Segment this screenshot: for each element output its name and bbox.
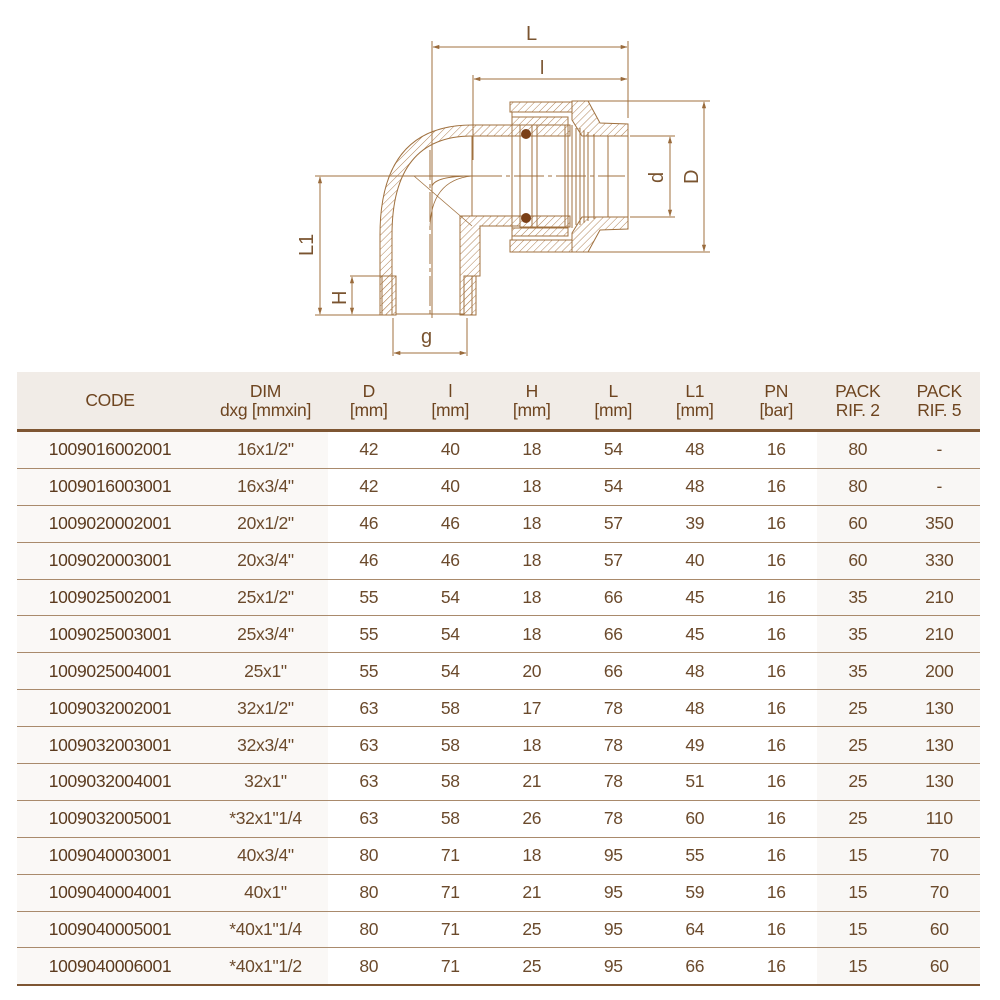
column-header-title: L1: [685, 380, 705, 401]
o-ring-bottom: [521, 213, 531, 223]
cell-pn: 16: [736, 468, 818, 505]
column-header-h: [491, 372, 573, 431]
cell-h: 18: [491, 542, 573, 579]
cell-pack-rif5: 330: [899, 542, 981, 579]
cell-dim: 16x1/2": [203, 431, 328, 469]
cell-len: 54: [573, 431, 655, 469]
cell-pack-rif2: 60: [817, 505, 899, 542]
cell-pack-rif2: 60: [817, 542, 899, 579]
column-header-l: [410, 372, 492, 431]
cell-h: 20: [491, 653, 573, 690]
cell-len: 78: [573, 690, 655, 727]
cell-pn: 16: [736, 542, 818, 579]
cell-pack-rif2: 80: [817, 468, 899, 505]
table-row: [17, 800, 980, 837]
cell-pack-rif2: 25: [817, 800, 899, 837]
cell-h: 18: [491, 837, 573, 874]
cell-dim: 40x1": [203, 874, 328, 911]
cell-l: 54: [410, 616, 492, 653]
cell-pack-rif5: 70: [899, 874, 981, 911]
table-row: [17, 948, 980, 985]
table-row: [17, 874, 980, 911]
cell-dim: 20x3/4": [203, 542, 328, 579]
cell-dim: *32x1"1/4: [203, 800, 328, 837]
column-header-title: PACK: [835, 380, 881, 401]
cell-d: 63: [328, 727, 410, 764]
cell-l1: 55: [654, 837, 736, 874]
cell-dim: 20x1/2": [203, 505, 328, 542]
cell-len: 57: [573, 505, 655, 542]
cell-pack-rif5: 60: [899, 948, 981, 985]
cell-pack-rif5: 210: [899, 616, 981, 653]
cell-l1: 66: [654, 948, 736, 985]
cell-code: 1009025004001: [17, 653, 203, 690]
cell-pack-rif5: 210: [899, 579, 981, 616]
cell-pack-rif5: 110: [899, 800, 981, 837]
cell-l: 71: [410, 837, 492, 874]
table-row: [17, 579, 980, 616]
cell-pack-rif5: 350: [899, 505, 981, 542]
cell-dim: 25x1": [203, 653, 328, 690]
cell-d: 55: [328, 579, 410, 616]
cell-pn: 16: [736, 579, 818, 616]
table-row: [17, 505, 980, 542]
column-header-code: [17, 372, 203, 431]
spec-table-container: [17, 372, 980, 986]
cell-d: 42: [328, 468, 410, 505]
cell-pack-rif2: 25: [817, 727, 899, 764]
cell-code: 1009025002001: [17, 579, 203, 616]
cell-d: 63: [328, 690, 410, 727]
cell-code: 1009016003001: [17, 468, 203, 505]
label-l: l: [540, 58, 545, 79]
cell-pack-rif2: 35: [817, 616, 899, 653]
cell-d: 80: [328, 911, 410, 948]
cell-h: 21: [491, 764, 573, 801]
cell-pack-rif2: 15: [817, 874, 899, 911]
cell-dim: 25x1/2": [203, 579, 328, 616]
cell-l1: 51: [654, 764, 736, 801]
o-ring-top: [521, 129, 531, 139]
cell-code: 1009032002001: [17, 690, 203, 727]
cell-pn: 16: [736, 653, 818, 690]
column-header-title: CODE: [85, 390, 135, 410]
cell-l1: 45: [654, 579, 736, 616]
cell-l1: 60: [654, 800, 736, 837]
cell-dim: 40x3/4": [203, 837, 328, 874]
cell-len: 78: [573, 800, 655, 837]
cell-d: 55: [328, 616, 410, 653]
cell-code: 1009032003001: [17, 727, 203, 764]
cell-pn: 16: [736, 727, 818, 764]
cell-l: 40: [410, 431, 492, 469]
cell-pack-rif2: 35: [817, 653, 899, 690]
cell-dim: *40x1"1/2: [203, 948, 328, 985]
label-H: H: [329, 290, 351, 305]
cell-pack-rif5: 60: [899, 911, 981, 948]
cell-pack-rif5: 130: [899, 727, 981, 764]
label-D: D: [681, 169, 703, 184]
cell-len: 66: [573, 653, 655, 690]
cell-d: 80: [328, 948, 410, 985]
cell-l1: 39: [654, 505, 736, 542]
cell-len: 57: [573, 542, 655, 579]
column-header-title: PACK: [916, 380, 962, 401]
cell-len: 95: [573, 948, 655, 985]
cell-h: 25: [491, 911, 573, 948]
cell-pack-rif2: 25: [817, 764, 899, 801]
column-header-pack-rif2: [817, 372, 899, 431]
cell-pack-rif5: 200: [899, 653, 981, 690]
table-row: [17, 690, 980, 727]
cell-pn: 16: [736, 837, 818, 874]
column-header-title: D: [362, 380, 375, 401]
table-row: [17, 653, 980, 690]
table-row: [17, 911, 980, 948]
cell-dim: 25x3/4": [203, 616, 328, 653]
cell-dim: *40x1"1/4: [203, 911, 328, 948]
cell-pn: 16: [736, 948, 818, 985]
column-header-unit: [mm]: [594, 399, 633, 420]
cell-l: 54: [410, 579, 492, 616]
cell-code: 1009032004001: [17, 764, 203, 801]
column-header-unit: [mm]: [512, 399, 551, 420]
column-header-title: l: [448, 380, 453, 401]
cell-pn: 16: [736, 764, 818, 801]
column-header-unit: RIF. 5: [917, 399, 962, 420]
cell-dim: 32x3/4": [203, 727, 328, 764]
cell-d: 63: [328, 800, 410, 837]
cell-l1: 45: [654, 616, 736, 653]
column-header-unit: RIF. 2: [835, 399, 880, 420]
cell-h: 18: [491, 505, 573, 542]
cell-pack-rif2: 15: [817, 837, 899, 874]
cell-d: 80: [328, 837, 410, 874]
column-header-unit: [mm]: [349, 399, 388, 420]
column-header-unit: [bar]: [759, 399, 794, 420]
column-header-pn: [736, 372, 818, 431]
cell-code: 1009020003001: [17, 542, 203, 579]
cell-pn: 16: [736, 911, 818, 948]
cell-pack-rif2: 35: [817, 579, 899, 616]
cell-pack-rif5: 130: [899, 764, 981, 801]
column-header-len: [573, 372, 655, 431]
table-row: [17, 727, 980, 764]
cell-code: 1009040006001: [17, 948, 203, 985]
cell-pn: 16: [736, 431, 818, 469]
cell-len: 54: [573, 468, 655, 505]
table-row: [17, 542, 980, 579]
cell-h: 17: [491, 690, 573, 727]
cell-dim: 16x3/4": [203, 468, 328, 505]
cell-len: 66: [573, 579, 655, 616]
cell-l: 54: [410, 653, 492, 690]
label-g: g: [421, 326, 433, 348]
cell-len: 78: [573, 764, 655, 801]
elbow-fitting-drawing: [290, 10, 730, 370]
cell-code: 1009016002001: [17, 431, 203, 469]
column-header-pack-rif5: [899, 372, 981, 431]
cell-len: 95: [573, 911, 655, 948]
column-header-title: DIM: [249, 380, 282, 401]
cell-l: 71: [410, 874, 492, 911]
cell-code: 1009040005001: [17, 911, 203, 948]
cell-l1: 64: [654, 911, 736, 948]
table-row: [17, 764, 980, 801]
cell-code: 1009040003001: [17, 837, 203, 874]
column-header-unit: [mm]: [675, 399, 714, 420]
cell-l1: 59: [654, 874, 736, 911]
column-header-title: H: [525, 380, 538, 401]
cell-d: 55: [328, 653, 410, 690]
table-row: [17, 468, 980, 505]
cell-h: 21: [491, 874, 573, 911]
cell-l: 46: [410, 542, 492, 579]
cell-h: 18: [491, 431, 573, 469]
cell-h: 26: [491, 800, 573, 837]
column-header-title: PN: [764, 380, 789, 401]
cell-code: 1009040004001: [17, 874, 203, 911]
table-row: [17, 431, 980, 469]
label-L: L: [526, 23, 538, 45]
cell-dim: 32x1/2": [203, 690, 328, 727]
cell-dim: 32x1": [203, 764, 328, 801]
cell-pn: 16: [736, 616, 818, 653]
table-row: [17, 837, 980, 874]
cell-pack-rif2: 80: [817, 431, 899, 469]
cell-l: 71: [410, 948, 492, 985]
cell-h: 18: [491, 616, 573, 653]
cell-len: 95: [573, 837, 655, 874]
table-body: [17, 431, 980, 986]
cell-l1: 48: [654, 431, 736, 469]
cell-pack-rif5: 130: [899, 690, 981, 727]
column-header-dim: [203, 372, 328, 431]
cell-h: 25: [491, 948, 573, 985]
cell-l: 40: [410, 468, 492, 505]
column-header-unit: [mm]: [431, 399, 470, 420]
cell-l1: 48: [654, 653, 736, 690]
cell-l1: 48: [654, 468, 736, 505]
cell-code: 1009020002001: [17, 505, 203, 542]
cell-h: 18: [491, 727, 573, 764]
label-d: d: [646, 171, 668, 183]
cell-l1: 48: [654, 690, 736, 727]
cell-pn: 16: [736, 874, 818, 911]
cell-len: 78: [573, 727, 655, 764]
cell-pack-rif5: -: [899, 468, 981, 505]
cell-pn: 16: [736, 690, 818, 727]
cell-d: 46: [328, 505, 410, 542]
cell-len: 66: [573, 616, 655, 653]
cell-l1: 49: [654, 727, 736, 764]
cell-code: 1009032005001: [17, 800, 203, 837]
cell-pack-rif2: 25: [817, 690, 899, 727]
cell-h: 18: [491, 579, 573, 616]
cell-l: 58: [410, 727, 492, 764]
column-header-title: L: [608, 380, 618, 401]
cell-l: 58: [410, 764, 492, 801]
column-header-unit: dxg [mmxin]: [219, 399, 312, 420]
cell-l: 58: [410, 800, 492, 837]
cell-pn: 16: [736, 505, 818, 542]
cell-pack-rif2: 15: [817, 948, 899, 985]
cell-d: 80: [328, 874, 410, 911]
column-header-d: [328, 372, 410, 431]
column-header-l1: [654, 372, 736, 431]
cell-code: 1009025003001: [17, 616, 203, 653]
cell-pack-rif5: 70: [899, 837, 981, 874]
table-row: [17, 616, 980, 653]
cell-l: 58: [410, 690, 492, 727]
cell-pack-rif2: 15: [817, 911, 899, 948]
spec-table: [17, 372, 980, 986]
cell-pn: 16: [736, 800, 818, 837]
cell-l1: 40: [654, 542, 736, 579]
cell-l: 71: [410, 911, 492, 948]
cell-h: 18: [491, 468, 573, 505]
fitting-section-diagram: [290, 10, 730, 370]
cell-pack-rif5: -: [899, 431, 981, 469]
cell-d: 42: [328, 431, 410, 469]
cell-l: 46: [410, 505, 492, 542]
cell-d: 63: [328, 764, 410, 801]
cell-d: 46: [328, 542, 410, 579]
cell-len: 95: [573, 874, 655, 911]
label-L1: L1: [296, 233, 318, 256]
table-header-row: [17, 372, 980, 431]
